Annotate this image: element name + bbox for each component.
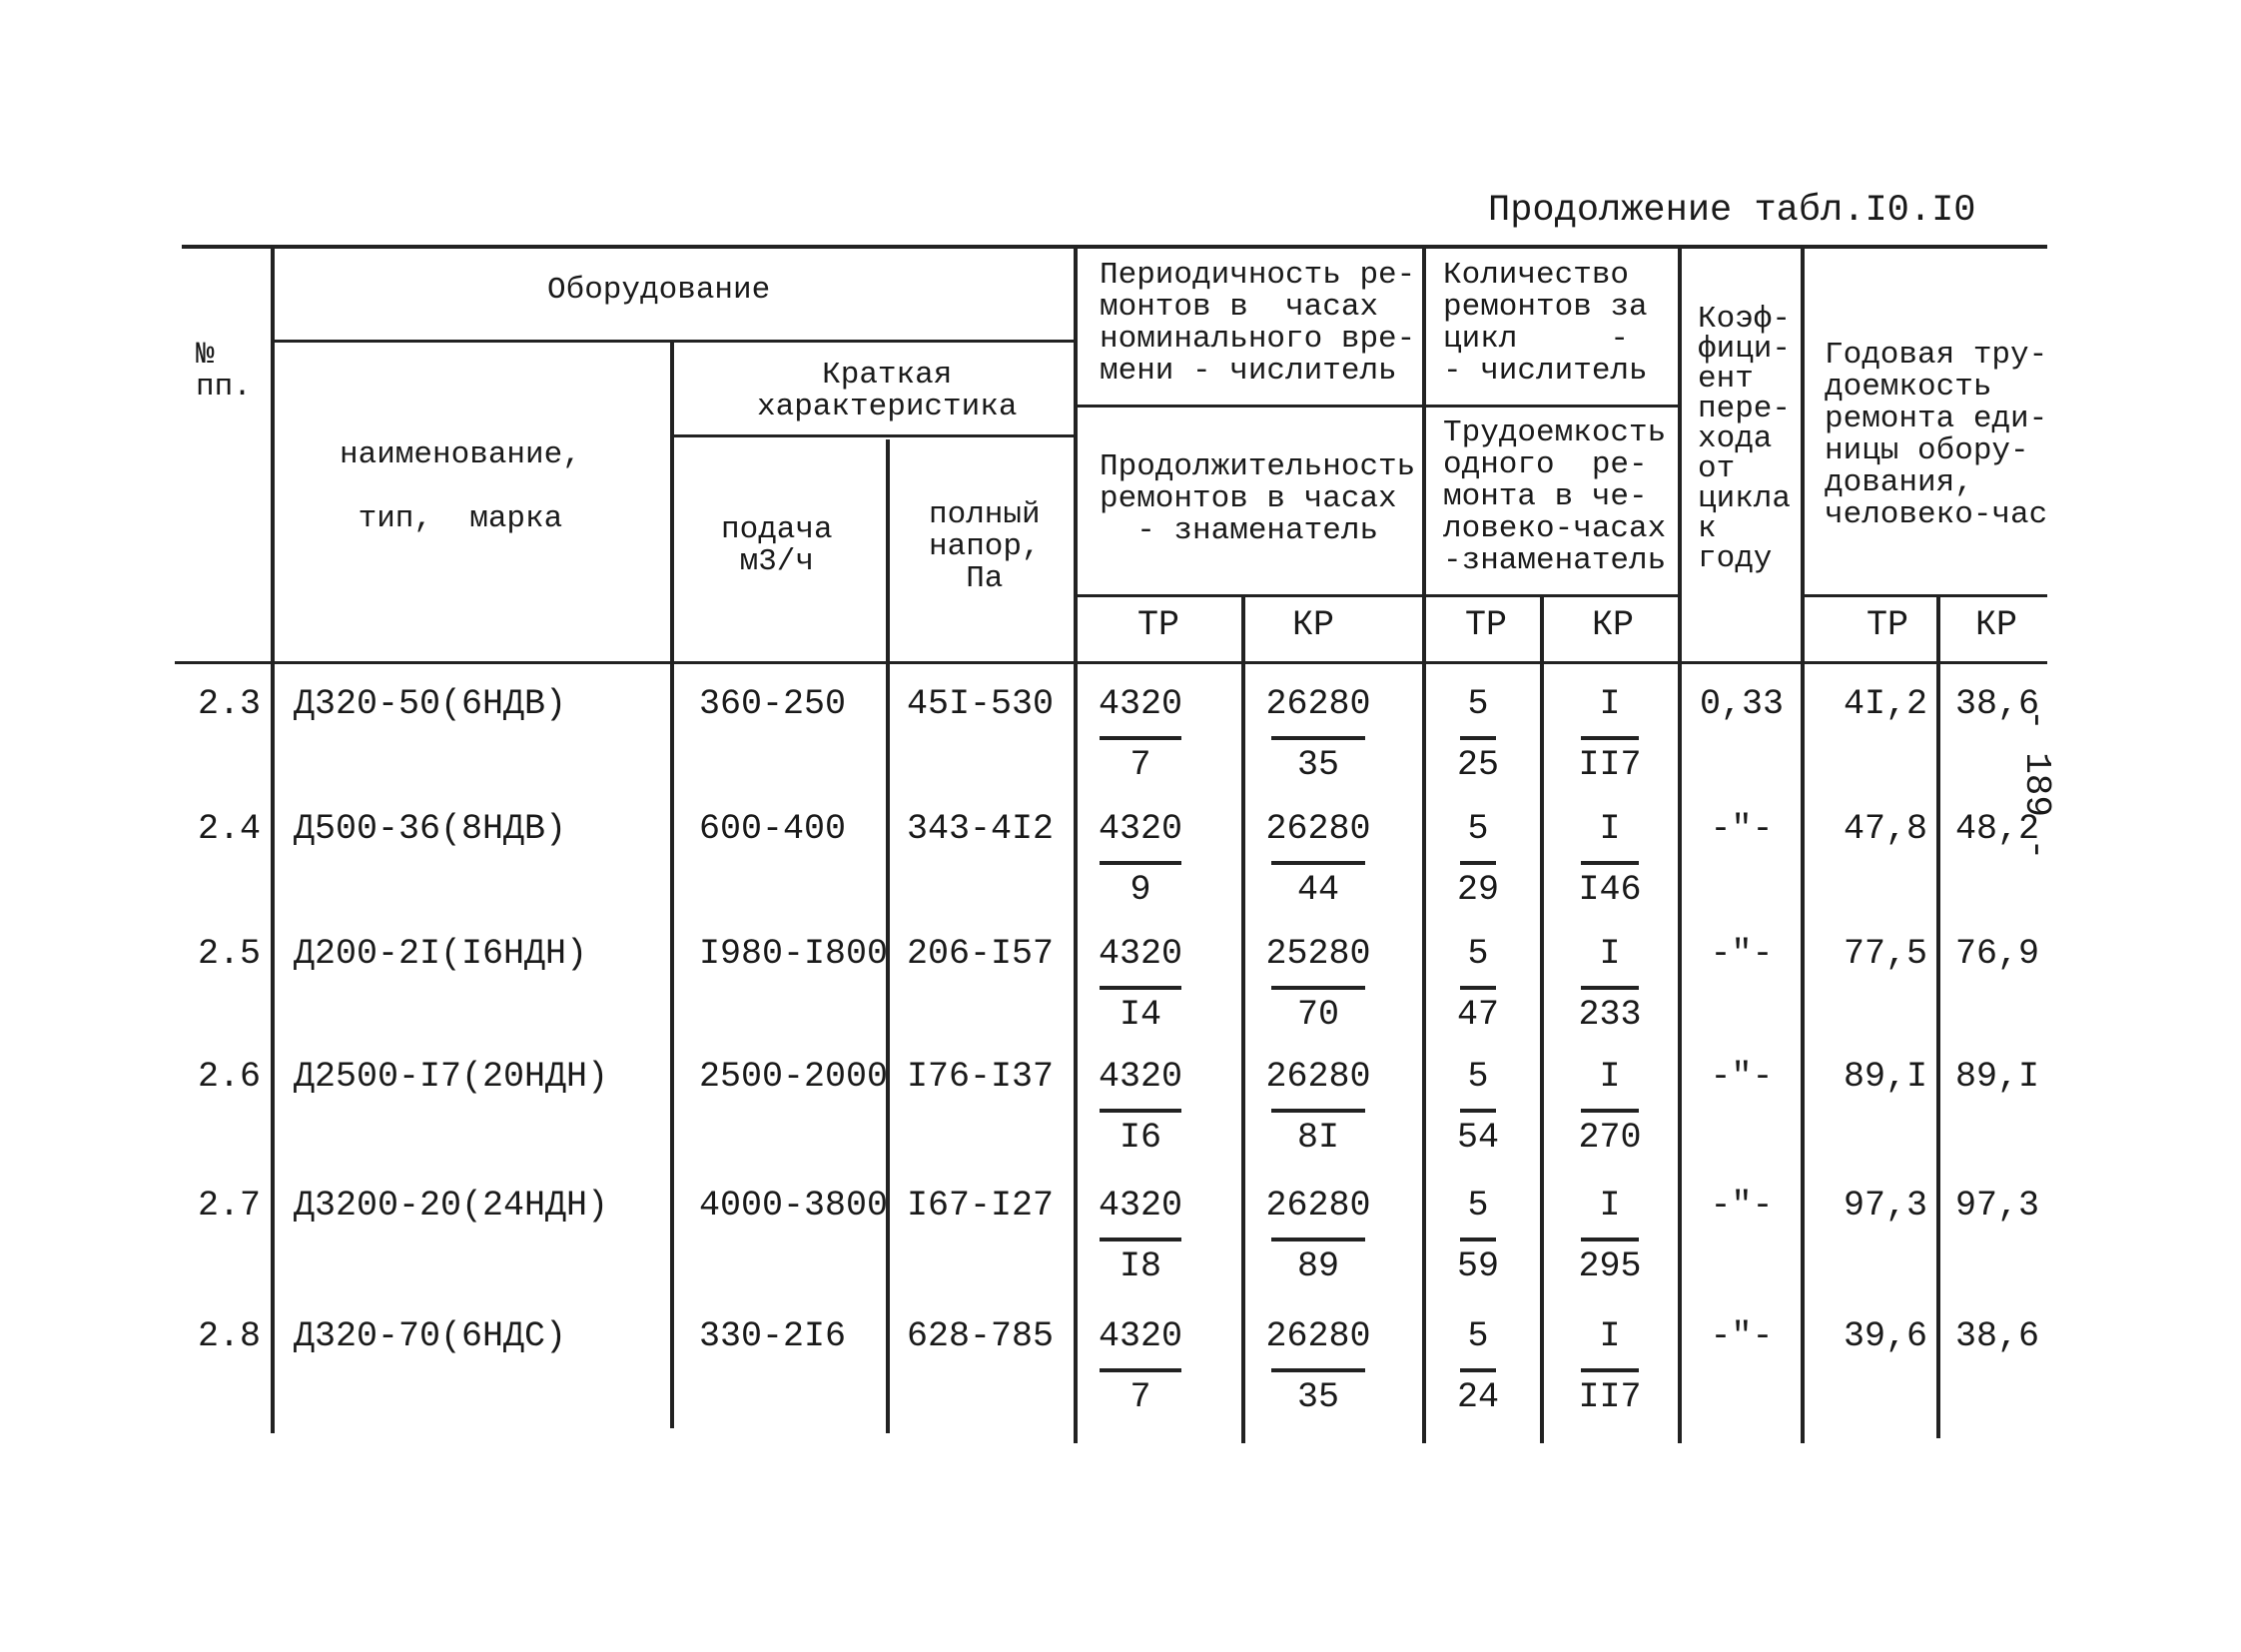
coef-value: -"- bbox=[1710, 809, 1774, 849]
equipment-name: Д500-36(8НДВ) bbox=[294, 809, 567, 849]
header-duration: Продолжительность ремонтов в часах - знаменатель bbox=[1100, 449, 1416, 548]
header-brief: Краткая характеристика bbox=[757, 358, 1018, 424]
annual-tr-value: 39,6 bbox=[1843, 1316, 1928, 1356]
header-rule bbox=[1801, 594, 2047, 597]
fraction-denominator: 89 bbox=[1296, 1246, 1340, 1286]
fraction-numerator: 4320 bbox=[1098, 934, 1183, 974]
coef-value: -"- bbox=[1710, 1316, 1774, 1356]
fraction-bar bbox=[1100, 1238, 1181, 1241]
fraction-numerator: 5 bbox=[1467, 809, 1489, 849]
row-number: 2.8 bbox=[198, 1316, 262, 1356]
fraction-numerator: I bbox=[1599, 1057, 1621, 1097]
divider bbox=[1241, 594, 1245, 1443]
coef-value: -"- bbox=[1710, 1057, 1774, 1097]
annual-tr-value: 89,I bbox=[1843, 1057, 1928, 1097]
row-number: 2.5 bbox=[198, 934, 262, 974]
fraction-denominator: 54 bbox=[1456, 1118, 1500, 1158]
fraction-bar bbox=[1581, 1109, 1639, 1113]
fraction-numerator: 26280 bbox=[1265, 1316, 1371, 1356]
table-top-rule bbox=[182, 245, 2047, 249]
annual-tr-value: 4I,2 bbox=[1843, 684, 1928, 724]
fraction-bar bbox=[1271, 986, 1365, 990]
fraction-numerator: I bbox=[1599, 809, 1621, 849]
fraction-numerator: 4320 bbox=[1098, 684, 1183, 724]
fraction-denominator: 7 bbox=[1129, 1377, 1151, 1417]
flow-value: 600-400 bbox=[699, 809, 847, 849]
row-number: 2.6 bbox=[198, 1057, 262, 1097]
annual-kr-value: 97,3 bbox=[1954, 1186, 2040, 1226]
header-name: наименование, тип, марка bbox=[340, 437, 581, 536]
header-rule bbox=[1074, 405, 1678, 408]
header-kr: КР bbox=[1974, 605, 2018, 645]
fraction-numerator: I bbox=[1599, 1316, 1621, 1356]
annual-kr-value: 38,6 bbox=[1954, 1316, 2040, 1356]
divider bbox=[271, 245, 275, 1433]
fraction-bar bbox=[1581, 861, 1639, 865]
fraction-denominator: 59 bbox=[1456, 1246, 1500, 1286]
fraction-bar bbox=[1460, 1238, 1496, 1241]
header-periodicity: Периодичность ре- монтов в часах номинального вре- мени - числитель bbox=[1100, 258, 1416, 389]
flow-value: 360-250 bbox=[699, 684, 847, 724]
row-number: 2.7 bbox=[198, 1186, 262, 1226]
page-number: - 189 - bbox=[2016, 709, 2057, 861]
flow-value: 4000-3800 bbox=[699, 1186, 889, 1226]
fraction-bar bbox=[1581, 986, 1639, 990]
flow-value: I980-I800 bbox=[699, 934, 889, 974]
fraction-bar bbox=[1271, 861, 1365, 865]
divider bbox=[1936, 594, 1940, 1438]
header-rule bbox=[271, 340, 1074, 343]
fraction-denominator: 29 bbox=[1456, 870, 1500, 910]
fraction-bar bbox=[1100, 736, 1181, 740]
fraction-numerator: 25280 bbox=[1265, 934, 1371, 974]
fraction-bar bbox=[1271, 1368, 1365, 1372]
fraction-denominator: 70 bbox=[1296, 995, 1340, 1035]
header-equipment: Оборудование bbox=[547, 273, 771, 308]
head-value: I67-I27 bbox=[907, 1186, 1055, 1226]
header-coef: Коэф- фици- ент пере- хода от цикла к году bbox=[1698, 302, 1792, 576]
fraction-denominator: 35 bbox=[1296, 1377, 1340, 1417]
row-number: 2.4 bbox=[198, 809, 262, 849]
fraction-numerator: 4320 bbox=[1098, 1316, 1183, 1356]
fraction-bar bbox=[1271, 1109, 1365, 1113]
header-rule bbox=[1074, 594, 1678, 597]
divider bbox=[1678, 245, 1682, 1443]
coef-value: -"- bbox=[1710, 1186, 1774, 1226]
fraction-bar bbox=[1460, 736, 1496, 740]
table-caption: Продолжение табл.I0.I0 bbox=[1488, 190, 1976, 232]
fraction-bar bbox=[1100, 1368, 1181, 1372]
head-value: 45I-530 bbox=[907, 684, 1055, 724]
head-value: I76-I37 bbox=[907, 1057, 1055, 1097]
fraction-denominator: 7 bbox=[1129, 745, 1151, 785]
fraction-numerator: I bbox=[1599, 934, 1621, 974]
header-bottom-rule bbox=[175, 661, 2047, 664]
fraction-denominator: 9 bbox=[1129, 870, 1151, 910]
fraction-bar bbox=[1581, 1368, 1639, 1372]
divider bbox=[1540, 594, 1544, 1443]
fraction-numerator: 26280 bbox=[1265, 809, 1371, 849]
flow-value: 2500-2000 bbox=[699, 1057, 889, 1097]
equipment-name: Д320-70(6НДС) bbox=[294, 1316, 567, 1356]
coef-value: 0,33 bbox=[1699, 684, 1785, 724]
fraction-bar bbox=[1271, 1238, 1365, 1241]
fraction-bar bbox=[1581, 1238, 1639, 1241]
annual-tr-value: 47,8 bbox=[1843, 809, 1928, 849]
header-flow: подача м3/ч bbox=[721, 512, 833, 579]
fraction-denominator: 233 bbox=[1578, 995, 1642, 1035]
fraction-bar bbox=[1460, 861, 1496, 865]
fraction-bar bbox=[1460, 1109, 1496, 1113]
fraction-denominator: 24 bbox=[1456, 1377, 1500, 1417]
fraction-numerator: 5 bbox=[1467, 684, 1489, 724]
equipment-name: Д200-2I(I6НДН) bbox=[294, 934, 588, 974]
fraction-denominator: I46 bbox=[1578, 870, 1642, 910]
header-tr: ТР bbox=[1866, 605, 1909, 645]
fraction-numerator: 5 bbox=[1467, 1057, 1489, 1097]
header-labor: Трудоемкость одного ре- монта в че- ловеко-часах -знаменатель bbox=[1443, 415, 1667, 578]
divider bbox=[1801, 245, 1805, 1443]
fraction-denominator: 8I bbox=[1296, 1118, 1340, 1158]
fraction-bar bbox=[1100, 861, 1181, 865]
fraction-numerator: 4320 bbox=[1098, 1057, 1183, 1097]
fraction-numerator: 26280 bbox=[1265, 1057, 1371, 1097]
header-head: полный напор, Па bbox=[929, 497, 1041, 596]
fraction-bar bbox=[1271, 736, 1365, 740]
annual-kr-value: 76,9 bbox=[1954, 934, 2040, 974]
fraction-denominator: 270 bbox=[1578, 1118, 1642, 1158]
annual-tr-value: 77,5 bbox=[1843, 934, 1928, 974]
equipment-name: Д3200-20(24НДН) bbox=[294, 1186, 609, 1226]
fraction-numerator: 5 bbox=[1467, 1186, 1489, 1226]
annual-kr-value: 38,6 bbox=[1954, 684, 2040, 724]
fraction-denominator: I4 bbox=[1119, 995, 1162, 1035]
fraction-numerator: 4320 bbox=[1098, 809, 1183, 849]
header-rule bbox=[670, 434, 1074, 437]
coef-value: -"- bbox=[1710, 934, 1774, 974]
header-number: № пп. bbox=[196, 338, 252, 405]
annual-kr-value: 89,I bbox=[1954, 1057, 2040, 1097]
row-number: 2.3 bbox=[198, 684, 262, 724]
head-value: 206-I57 bbox=[907, 934, 1055, 974]
divider bbox=[670, 340, 674, 1428]
equipment-name: Д2500-I7(20НДН) bbox=[294, 1057, 609, 1097]
fraction-bar bbox=[1460, 1368, 1496, 1372]
fraction-bar bbox=[1460, 986, 1496, 990]
fraction-bar bbox=[1100, 986, 1181, 990]
head-value: 343-4I2 bbox=[907, 809, 1055, 849]
fraction-denominator: 44 bbox=[1296, 870, 1340, 910]
fraction-numerator: 26280 bbox=[1265, 1186, 1371, 1226]
fraction-numerator: I bbox=[1599, 684, 1621, 724]
fraction-numerator: 26280 bbox=[1265, 684, 1371, 724]
fraction-denominator: 35 bbox=[1296, 745, 1340, 785]
header-kr: КР bbox=[1591, 605, 1635, 645]
divider bbox=[1074, 245, 1078, 1443]
fraction-denominator: II7 bbox=[1578, 1377, 1642, 1417]
header-tr: ТР bbox=[1464, 605, 1508, 645]
fraction-denominator: I6 bbox=[1119, 1118, 1162, 1158]
fraction-bar bbox=[1581, 736, 1639, 740]
fraction-numerator: 5 bbox=[1467, 934, 1489, 974]
equipment-name: Д320-50(6НДВ) bbox=[294, 684, 567, 724]
fraction-bar bbox=[1100, 1109, 1181, 1113]
flow-value: 330-2I6 bbox=[699, 1316, 847, 1356]
header-annual: Годовая тру- доемкость ремонта еди- ницы обору- дования, человеко-час bbox=[1825, 338, 2048, 532]
header-tr: ТР bbox=[1136, 605, 1180, 645]
header-count: Количество ремонтов за цикл - - числитель bbox=[1443, 258, 1648, 389]
divider bbox=[1422, 245, 1426, 1443]
fraction-denominator: 295 bbox=[1578, 1246, 1642, 1286]
fraction-denominator: 47 bbox=[1456, 995, 1500, 1035]
fraction-denominator: 25 bbox=[1456, 745, 1500, 785]
annual-kr-value: 48,2 bbox=[1954, 809, 2040, 849]
head-value: 628-785 bbox=[907, 1316, 1055, 1356]
header-kr: КР bbox=[1291, 605, 1335, 645]
fraction-denominator: II7 bbox=[1578, 745, 1642, 785]
fraction-numerator: 4320 bbox=[1098, 1186, 1183, 1226]
fraction-denominator: I8 bbox=[1119, 1246, 1162, 1286]
fraction-numerator: I bbox=[1599, 1186, 1621, 1226]
annual-tr-value: 97,3 bbox=[1843, 1186, 1928, 1226]
fraction-numerator: 5 bbox=[1467, 1316, 1489, 1356]
